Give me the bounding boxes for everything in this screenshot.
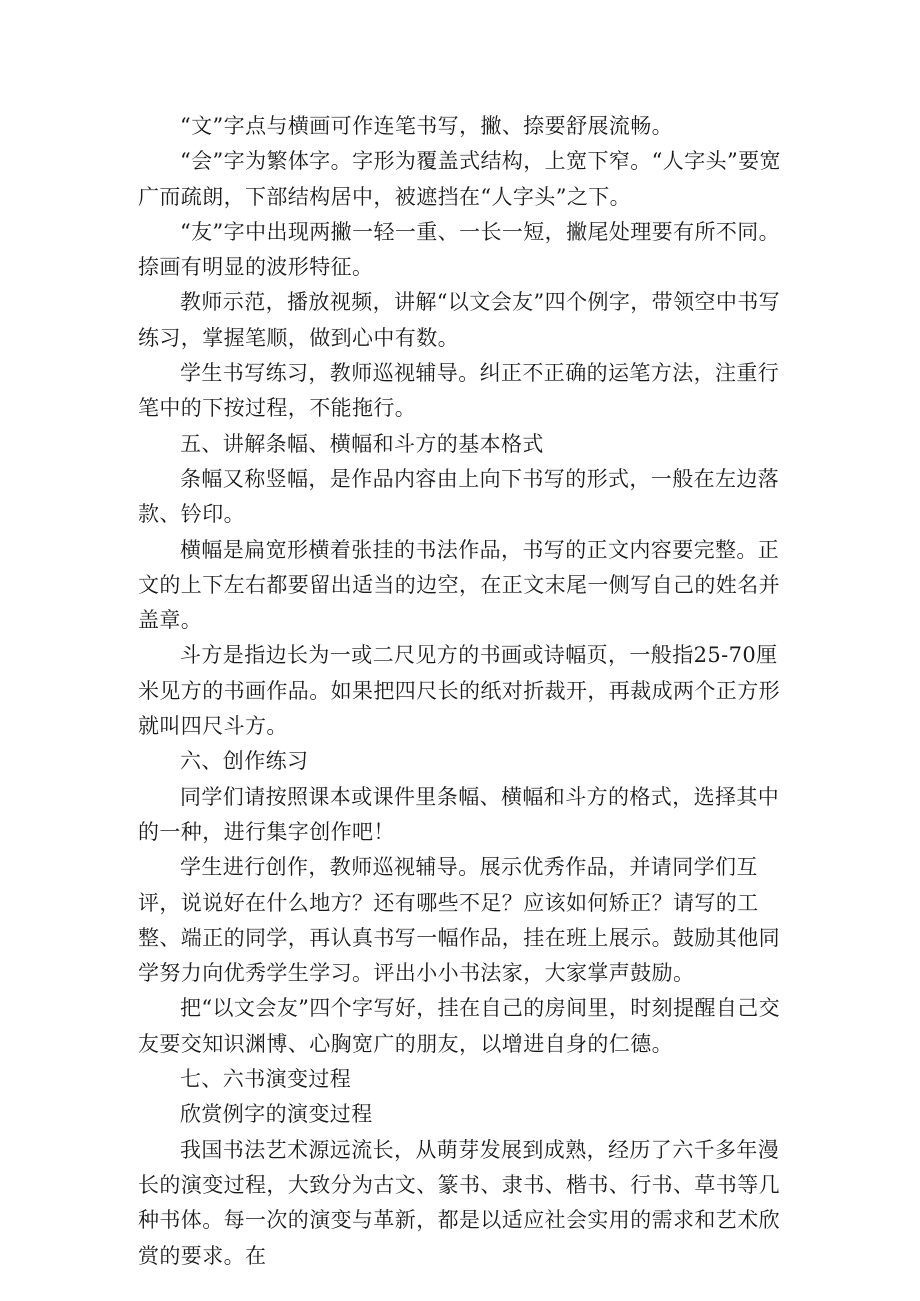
paragraph-hang-work: 把“以文会友”四个字写好，挂在自己的房间里，时刻提醒自己交友要交知识渊博、心胸宽广的朋友，以增进自身的仁德。 xyxy=(138,996,781,1056)
paragraph-calligraphy-history: 我国书法艺术源远流长，从萌芽发展到成熟，经历了六千多年漫长的演变过程，大致分为古文、篆书、隶书、楷书、行书、草书等几种书体。每一次的演变与革新，都是以适应社会实用的需求和艺术欣赏的要求。在 xyxy=(138,1137,780,1268)
paragraph-creation-prompt: 同学们请按照课本或课件里条幅、横幅和斗方的格式，选择其中的一种，进行集字创作吧！ xyxy=(138,784,780,844)
paragraph-vertical-scroll: 条幅又称竖幅，是作品内容由上向下书写的形式，一般在左边落款、钤印。 xyxy=(138,466,780,527)
paragraph-hui-character: “会”字为繁体字。字形为覆盖式结构，上宽下窄。“人字头”要宽广而疏朗，下部结构居中，被遮挡在“人字头”之下。 xyxy=(138,149,781,209)
paragraph-wen-character: “文”字点与横画可作连笔书写，撇、捺要舒展流畅。 xyxy=(180,114,674,138)
section-heading-6: 六、创作练习 xyxy=(180,749,309,774)
paragraph-horizontal-scroll: 横幅是扁宽形横着张挂的书法作品，书写的正文内容要完整。正文的上下左右都要留出适当的边空，在正文末尾一侧写自己的姓名并盖章。 xyxy=(138,537,780,633)
paragraph-you-character: “友”字中出现两撇一轻一重、一长一短，撇尾处理要有所不同。捺画有明显的波形特征。 xyxy=(138,219,781,280)
paragraph-teacher-demo: 教师示范，播放视频，讲解“以文会友”四个例字，带领空中书写练习，掌握笔顺，做到心中有数。 xyxy=(138,290,781,350)
section-heading-5: 五、讲解条幅、横幅和斗方的基本格式 xyxy=(180,431,544,456)
paragraph-creation-review: 学生进行创作，教师巡视辅导。展示优秀作品，并请同学们互评，说说好在什么地方？还有哪些不足？应该如何矫正？请写的工整、端正的同学，再认真书写一幅作品，挂在班上展示。鼓励其他同学努力向优秀学生学习。评出小小书法家，大家掌声鼓励。 xyxy=(138,855,780,986)
section-heading-7: 七、六书演变过程 xyxy=(180,1067,352,1092)
document-body xyxy=(138,109,788,1274)
paragraph-appreciate-evolution: 欣赏例字的演变过程 xyxy=(180,1102,373,1127)
paragraph-student-practice: 学生书写练习，教师巡视辅导。纠正不正确的运笔方法，注重行笔中的下按过程，不能拖行。 xyxy=(138,361,780,421)
paragraph-square-format: 斗方是指边长为一或二尺见方的书画或诗幅页，一般指25-70厘米见方的书画作品。如果把四尺长的纸对折裁开，再裁成两个正方形就叫四尺斗方。 xyxy=(138,643,780,739)
